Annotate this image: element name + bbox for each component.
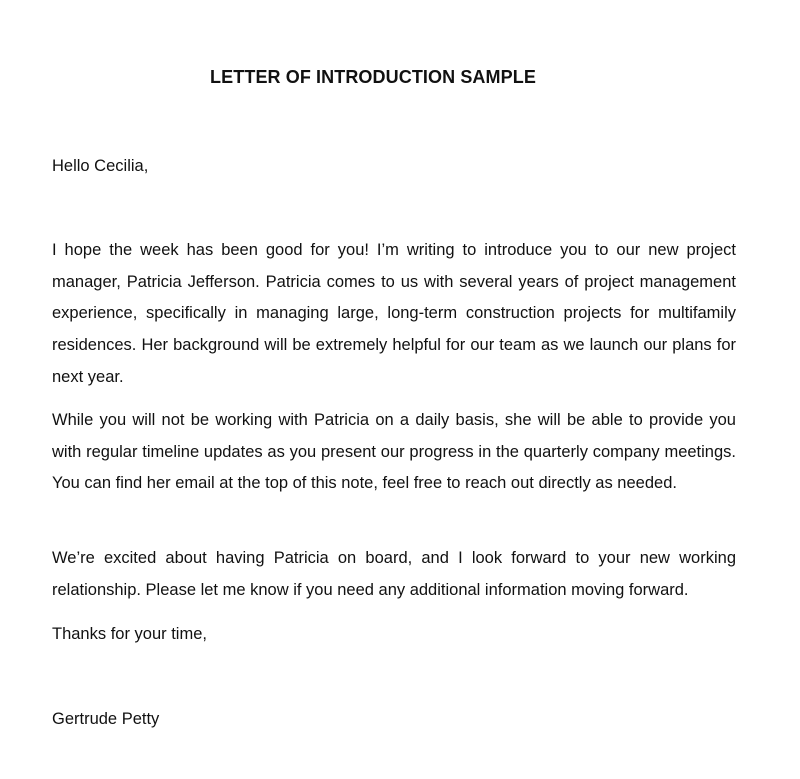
letter-signature: Gertrude Petty xyxy=(52,710,160,728)
letter-greeting: Hello Cecilia, xyxy=(52,157,149,175)
letter-paragraph-2: While you will not be working with Patricia on a daily basis, she will be able to provide you with regular timeline updates as you present our progress in the quarterly company meetings. You can find her email at the top of this note, feel free to reach out directly as needed. xyxy=(52,411,736,493)
letter-paragraph-1: I hope the week has been good for you! I’m writing to introduce you to our new project manager, Patricia Jefferson. Patricia comes to us with several years of project management experience, specifically in managing large, long-term construction projects for multifamily residences. Her background will be extremely helpful for our team as we launch our plans for next year. xyxy=(52,241,736,386)
letter-paragraph-3: We’re excited about having Patricia on board, and I look forward to your new working relationship. Please let me know if you need any additional information moving forward. xyxy=(52,549,736,599)
letter-closing: Thanks for your time, xyxy=(52,625,207,643)
page-title: LETTER OF INTRODUCTION SAMPLE xyxy=(210,67,536,87)
